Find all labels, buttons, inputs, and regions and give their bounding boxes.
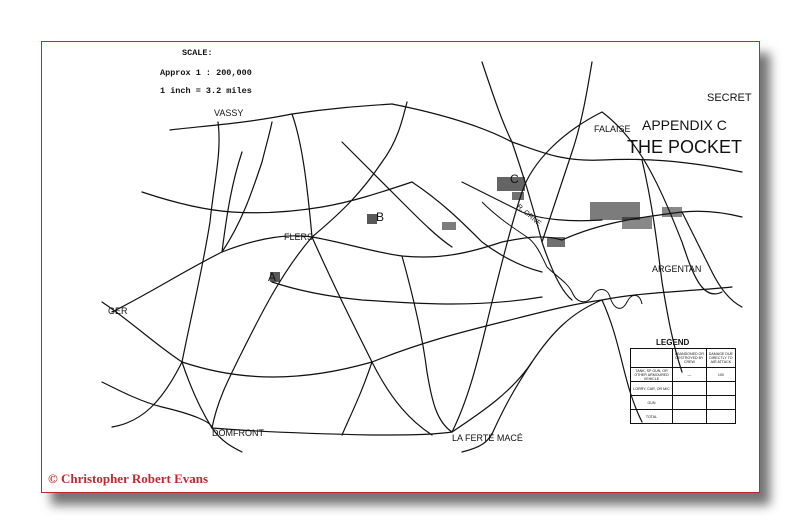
scale-heading: SCALE: (182, 48, 213, 58)
legend-cell (673, 382, 707, 396)
legend-row (631, 368, 736, 382)
place-argentan: ARGENTAN (652, 264, 702, 274)
classification-label: SECRET (707, 92, 752, 104)
legend-cell (673, 396, 707, 410)
road (112, 236, 312, 312)
legend-row (631, 382, 736, 396)
legend-title: LEGEND (656, 338, 690, 347)
vehicle-cluster (622, 217, 652, 229)
road (542, 62, 592, 242)
road (142, 182, 412, 213)
appendix-title: APPENDIX C (642, 117, 727, 133)
legend-row-label: TANK, SP GUN, OR OTHER ARMOURED VEHICLE (631, 368, 673, 382)
road (312, 237, 432, 435)
road (170, 104, 392, 130)
road (312, 102, 407, 237)
road (112, 122, 219, 427)
road (222, 122, 272, 252)
legend-cell: 100 (706, 368, 735, 382)
legend-row (631, 396, 736, 410)
vehicle-cluster (512, 192, 524, 200)
road (222, 152, 242, 252)
legend-col-header (631, 349, 673, 368)
legend-row-label: TOTAL (631, 410, 673, 424)
place-la-ferte-mace: LA FERTÉ MACÉ (452, 433, 523, 443)
legend-col-header: DAMAGE DUE DIRECTLY TO AIR ATTACK (706, 349, 735, 368)
river-orne-label: R. ORNE (515, 203, 543, 228)
marker-a: A (268, 270, 277, 284)
road (272, 282, 542, 304)
legend-col-header: ABANDONED OR DESTROYED BY CREW (673, 349, 707, 368)
legend-cell: — (673, 368, 707, 382)
road (372, 300, 602, 362)
copyright-notice: © Christopher Robert Evans (48, 471, 209, 486)
legend-cell (706, 396, 735, 410)
place-falaise: FALAISE (594, 124, 631, 134)
road (312, 237, 562, 257)
road (292, 114, 312, 237)
place-flers: FLERS (284, 232, 314, 242)
map-title: THE POCKET (627, 137, 743, 157)
place-ger: GER (108, 306, 128, 316)
legend-table (630, 348, 736, 424)
place-domfront: DOMFRONT (212, 428, 264, 438)
legend-cell (706, 382, 735, 396)
vehicle-cluster (442, 222, 456, 230)
scale-inches: 1 inch = 3.2 miles (160, 86, 252, 96)
legend-row (631, 410, 736, 424)
road (342, 142, 452, 247)
road (102, 382, 212, 428)
scale-ratio: Approx 1 : 200,000 (160, 68, 252, 78)
road (102, 302, 372, 377)
road (212, 237, 312, 428)
marker-c: C (510, 172, 519, 186)
road (182, 362, 242, 452)
legend-cell (673, 410, 707, 424)
legend (630, 338, 740, 450)
road (682, 212, 742, 307)
legend-row-label: GUN (631, 396, 673, 410)
road (342, 362, 372, 435)
legend-cell (706, 410, 735, 424)
road (512, 142, 572, 300)
road (402, 256, 452, 432)
vehicle-cluster (662, 207, 682, 217)
place-vassy: VASSY (214, 108, 244, 118)
map-frame (41, 41, 760, 493)
vehicle-cluster (547, 237, 565, 247)
marker-b: B (376, 210, 385, 224)
legend-row-label: LORRY, CAR, OR M/C (631, 382, 673, 396)
